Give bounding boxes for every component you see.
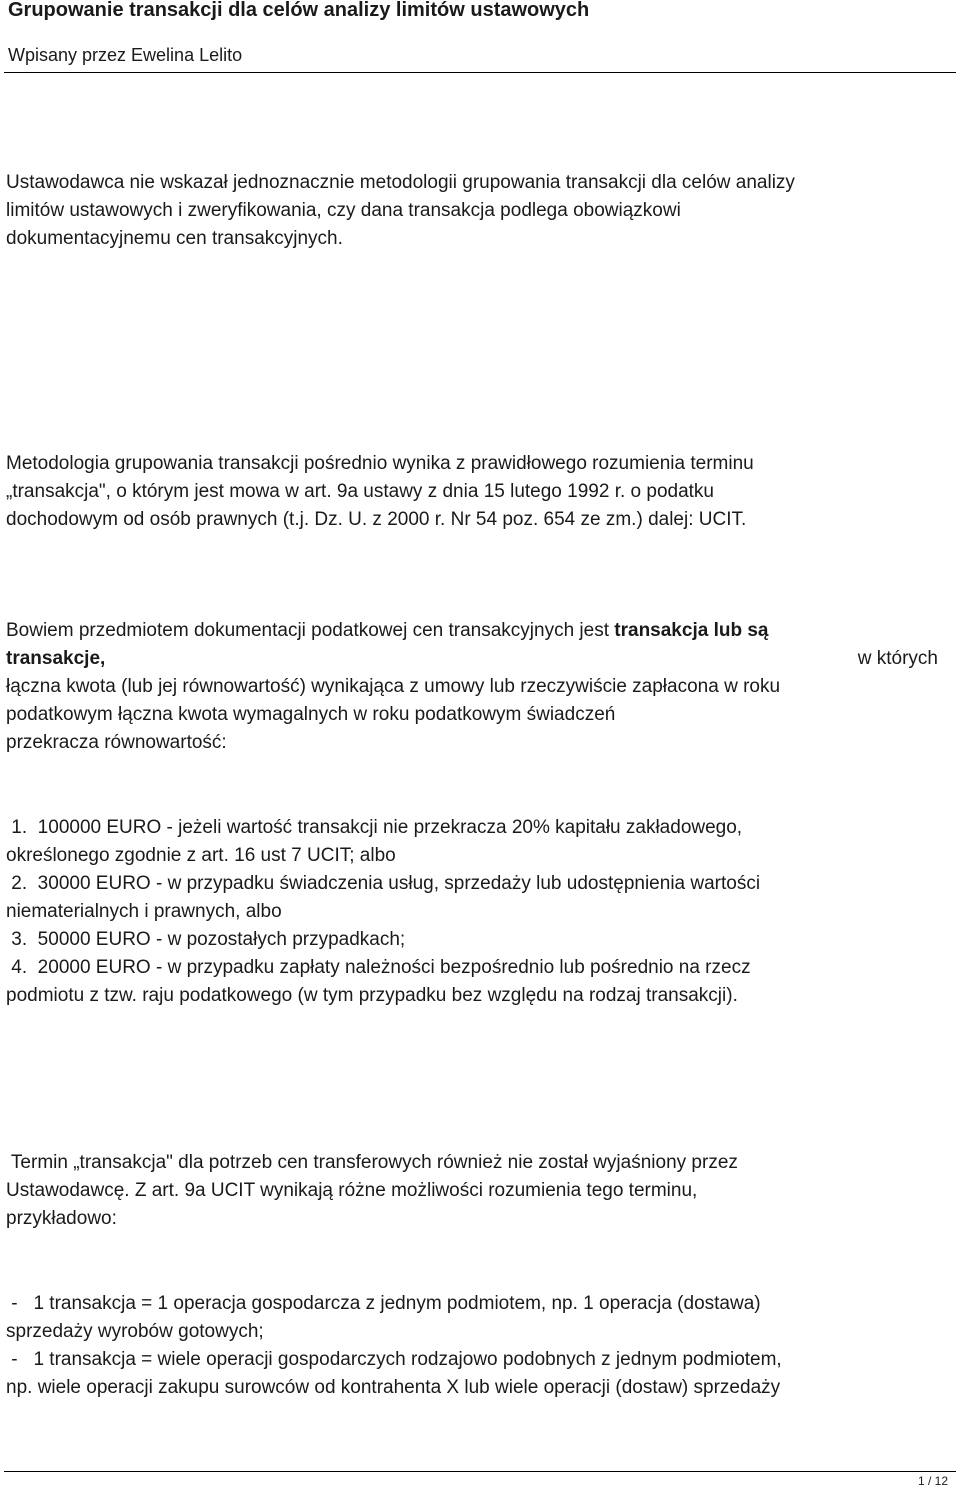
- text-line: podatkowym łączna kwota wymagalnych w roku podatkowym świadczeń: [6, 704, 616, 725]
- text-bold: transakcje,: [6, 648, 106, 669]
- paragraph-subject: [6, 617, 954, 757]
- page-number: 1 / 12: [917, 1474, 948, 1488]
- text-line: [6, 617, 954, 645]
- text-line: - 1 transakcja = 1 operacja gospodarcza z jednym podmiotem, np. 1 operacja (dostawa): [6, 1293, 761, 1314]
- header-divider: [4, 72, 956, 73]
- list-item: 1. 100000 EURO - jeżeli wartość transakcji nie przekracza 20% kapitału zakładowego,: [6, 817, 743, 838]
- text-line: dochodowym od osób prawnych (t.j. Dz. U. z 2000 r. Nr 54 poz. 654 ze zm.) dalej: UCIT.: [6, 509, 747, 530]
- text-line: limitów ustawowych i zweryfikowania, czy dana transakcja podlega obowiązkowi: [6, 200, 681, 221]
- text-bold: transakcja lub są: [614, 620, 769, 641]
- list-item-continuation: niematerialnych i prawnych, albo: [6, 901, 282, 922]
- paragraph-term: [6, 1149, 954, 1233]
- threshold-list: [6, 814, 954, 1010]
- list-item-continuation: określonego zgodnie z art. 16 ust 7 UCIT; albo: [6, 845, 396, 866]
- page-title: Grupowanie transakcji dla celów analizy limitów ustawowych: [8, 0, 590, 21]
- footer-divider: [4, 1471, 956, 1472]
- list-item: 2. 30000 EURO - w przypadku świadczenia usług, sprzedaży lub udostępnienia wartości: [6, 873, 761, 894]
- text-normal: Bowiem przedmiotem dokumentacji podatkowej cen transakcyjnych jest: [6, 620, 615, 641]
- text-line: Ustawodawcę. Z art. 9a UCIT wynikają różne możliwości rozumienia tego terminu,: [6, 1180, 698, 1201]
- text-line: „transakcja", o którym jest mowa w art. 9a ustawy z dnia 15 lutego 1992 r. o podatku: [6, 481, 714, 502]
- text-right: w których: [857, 648, 938, 669]
- text-line: dokumentacyjnemu cen transakcyjnych.: [6, 228, 343, 249]
- author-line: Wpisany przez Ewelina Lelito: [8, 45, 243, 65]
- text-line: [6, 645, 954, 673]
- text-line: Metodologia grupowania transakcji pośrednio wynika z prawidłowego rozumienia terminu: [6, 453, 754, 474]
- paragraph-intro: [6, 169, 954, 253]
- text-line: sprzedaży wyrobów gotowych;: [6, 1321, 264, 1342]
- paragraph-examples: [6, 1290, 954, 1402]
- text-line: - 1 transakcja = wiele operacji gospodarczych rodzajowo podobnych z jednym podmiotem,: [6, 1349, 782, 1370]
- list-item: 4. 20000 EURO - w przypadku zapłaty należności bezpośrednio lub pośrednio na rzecz: [6, 957, 751, 978]
- list-item-continuation: podmiotu z tzw. raju podatkowego (w tym przypadku bez względu na rodzaj transakcji).: [6, 985, 738, 1006]
- text-line: Ustawodawca nie wskazał jednoznacznie metodologii grupowania transakcji dla celów analizy: [6, 172, 795, 193]
- text-line: przykładowo:: [6, 1208, 117, 1229]
- paragraph-methodology: [6, 450, 954, 534]
- list-item: 3. 50000 EURO - w pozostałych przypadkach;: [6, 929, 406, 950]
- text-line: przekracza równowartość:: [6, 732, 227, 753]
- text-line: np. wiele operacji zakupu surowców od kontrahenta X lub wiele operacji (dostaw) sprzedaży: [6, 1377, 781, 1398]
- text-line: łączna kwota (lub jej równowartość) wynikająca z umowy lub rzeczywiście zapłacona w roku: [6, 676, 781, 697]
- text-line: Termin „transakcja" dla potrzeb cen transferowych również nie został wyjaśniony przez: [6, 1152, 738, 1173]
